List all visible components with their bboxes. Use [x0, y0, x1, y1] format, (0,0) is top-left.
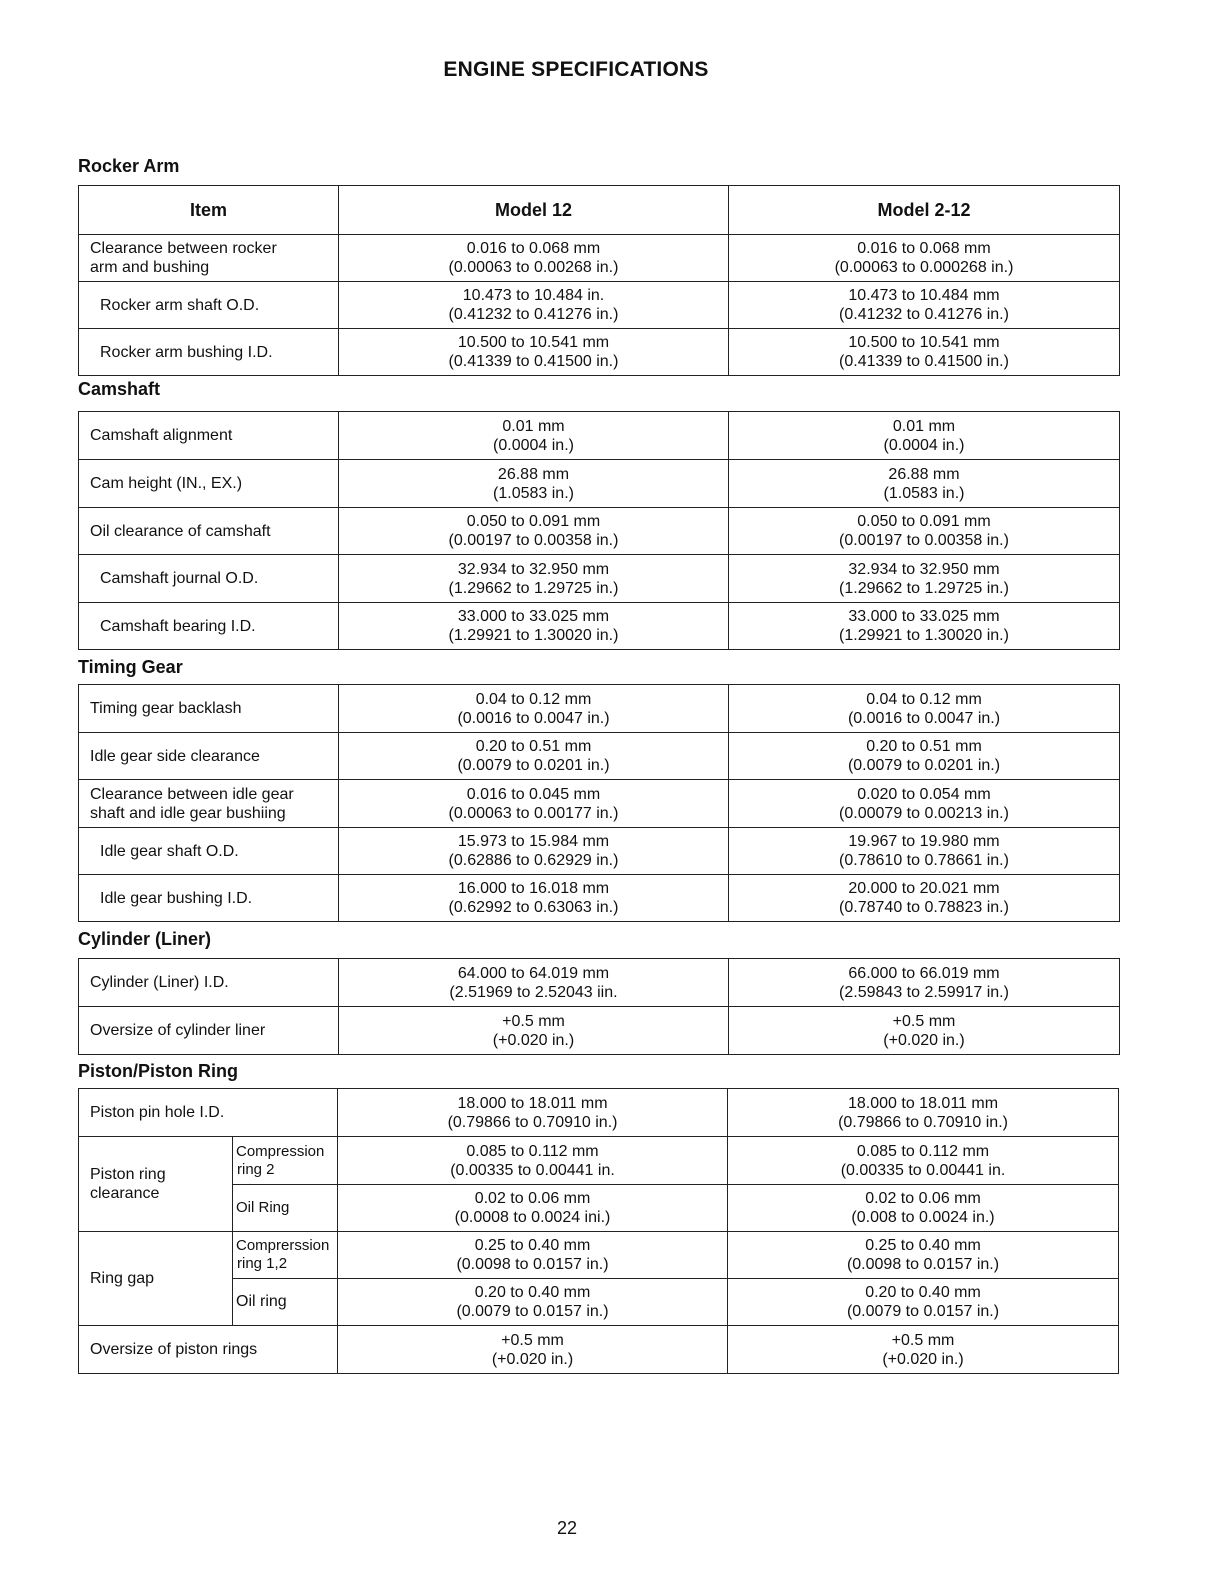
model-12-cell: 0.016 to 0.068 mm (0.00063 to 0.00268 in.) — [339, 235, 729, 282]
table-row — [79, 1137, 1119, 1185]
model-2-12-cell: +0.5 mm (+0.020 in.) — [729, 1007, 1120, 1055]
section-title-timing-gear: Timing Gear — [78, 657, 183, 677]
model-12-cell: 64.000 to 64.019 mm (2.51969 to 2.52043 iin. — [339, 959, 729, 1007]
table-row — [79, 282, 1120, 329]
item-cell: Oil clearance of camshaft — [79, 508, 339, 555]
model-12-cell: 0.01 mm (0.0004 in.) — [339, 412, 729, 460]
item-cell: Oversize of piston rings — [79, 1326, 338, 1374]
table-row — [79, 412, 1120, 460]
section-title-camshaft: Camshaft — [78, 379, 161, 399]
sub-label-oil-ring: Oil Ring — [233, 1185, 338, 1232]
model-2-12-cell: 10.473 to 10.484 mm (0.41232 to 0.41276 in.) — [729, 282, 1120, 329]
model-12-cell: 26.88 mm (1.0583 in.) — [339, 460, 729, 508]
table-row — [79, 1089, 1119, 1137]
model-2-12-cell: 19.967 to 19.980 mm (0.78610 to 0.78661 in.) — [729, 828, 1120, 875]
model-2-12-cell: 26.88 mm (1.0583 in.) — [729, 460, 1120, 508]
piston-ring-table — [78, 1088, 1119, 1374]
model-2-12-cell: 0.25 to 0.40 mm (0.0098 to 0.0157 in.) — [728, 1232, 1119, 1279]
model-2-12-cell: 0.20 to 0.51 mm (0.0079 to 0.0201 in.) — [729, 733, 1120, 780]
model-2-12-cell: 66.000 to 66.019 mm (2.59843 to 2.59917 in.) — [729, 959, 1120, 1007]
item-cell: Clearance between idle gear shaft and idle gear bushiing — [79, 780, 339, 828]
model-12-cell: 0.04 to 0.12 mm (0.0016 to 0.0047 in.) — [339, 685, 729, 733]
table-row — [79, 1326, 1119, 1374]
item-cell: Camshaft alignment — [79, 412, 339, 460]
cylinder-liner-table — [78, 958, 1120, 1055]
model-12-cell: 18.000 to 18.011 mm (0.79866 to 0.70910 in.) — [338, 1089, 728, 1137]
page-title: ENGINE SPECIFICATIONS — [443, 58, 709, 81]
table-header-row — [79, 186, 1120, 235]
model-2-12-cell: 18.000 to 18.011 mm (0.79866 to 0.70910 in.) — [728, 1089, 1119, 1137]
table-row — [79, 875, 1120, 922]
item-cell: Camshaft bearing I.D. — [79, 603, 339, 650]
item-cell: Oversize of cylinder liner — [79, 1007, 339, 1055]
header-model-12: Model 12 — [339, 186, 729, 235]
model-2-12-cell: 32.934 to 32.950 mm (1.29662 to 1.29725 in.) — [729, 555, 1120, 603]
table-row — [79, 329, 1120, 376]
model-2-12-cell: 0.050 to 0.091 mm (0.00197 to 0.00358 in.) — [729, 508, 1120, 555]
model-2-12-cell: 0.016 to 0.068 mm (0.00063 to 0.000268 in.) — [729, 235, 1120, 282]
model-12-cell: 0.20 to 0.40 mm (0.0079 to 0.0157 in.) — [338, 1279, 728, 1326]
table-row — [79, 508, 1120, 555]
item-cell: Idle gear shaft O.D. — [79, 828, 339, 875]
sub-label-compression: Compression ring 2 — [233, 1137, 338, 1185]
model-2-12-cell: 0.20 to 0.40 mm (0.0079 to 0.0157 in.) — [728, 1279, 1119, 1326]
model-12-cell: +0.5 mm (+0.020 in.) — [339, 1007, 729, 1055]
item-cell: Rocker arm bushing I.D. — [79, 329, 339, 376]
timing-gear-table — [78, 684, 1120, 922]
model-12-cell: 10.500 to 10.541 mm (0.41339 to 0.41500 in.) — [339, 329, 729, 376]
model-12-cell: 0.085 to 0.112 mm (0.00335 to 0.00441 in. — [338, 1137, 728, 1185]
table-row — [79, 235, 1120, 282]
model-12-cell: 10.473 to 10.484 in. (0.41232 to 0.41276 in.) — [339, 282, 729, 329]
model-12-cell: 33.000 to 33.025 mm (1.29921 to 1.30020 in.) — [339, 603, 729, 650]
page-number: 22 — [556, 1518, 578, 1538]
model-2-12-cell: 0.020 to 0.054 mm (0.00079 to 0.00213 in.) — [729, 780, 1120, 828]
model-12-cell: 0.25 to 0.40 mm (0.0098 to 0.0157 in.) — [338, 1232, 728, 1279]
item-cell: Piston pin hole I.D. — [79, 1089, 338, 1137]
sub-label-compression: Comprerssion ring 1,2 — [233, 1232, 338, 1279]
item-cell: Cylinder (Liner) I.D. — [79, 959, 339, 1007]
table-row — [79, 828, 1120, 875]
model-12-cell: 0.016 to 0.045 mm (0.00063 to 0.00177 in.) — [339, 780, 729, 828]
model-12-cell: 32.934 to 32.950 mm (1.29662 to 1.29725 in.) — [339, 555, 729, 603]
model-12-cell: 0.20 to 0.51 mm (0.0079 to 0.0201 in.) — [339, 733, 729, 780]
model-12-cell: +0.5 mm (+0.020 in.) — [338, 1326, 728, 1374]
section-title-piston-ring: Piston/Piston Ring — [78, 1061, 238, 1081]
model-2-12-cell: 0.04 to 0.12 mm (0.0016 to 0.0047 in.) — [729, 685, 1120, 733]
header-item: Item — [79, 186, 339, 235]
camshaft-table — [78, 411, 1120, 650]
model-12-cell: 0.02 to 0.06 mm (0.0008 to 0.0024 ini.) — [338, 1185, 728, 1232]
table-row — [79, 733, 1120, 780]
item-cell: Camshaft journal O.D. — [79, 555, 339, 603]
model-2-12-cell: 10.500 to 10.541 mm (0.41339 to 0.41500 in.) — [729, 329, 1120, 376]
item-cell: Rocker arm shaft O.D. — [79, 282, 339, 329]
table-row — [79, 1185, 1119, 1232]
group-label-ring-gap: Ring gap — [79, 1232, 233, 1326]
model-2-12-cell: 20.000 to 20.021 mm (0.78740 to 0.78823 in.) — [729, 875, 1120, 922]
table-row — [79, 460, 1120, 508]
item-cell: Clearance between rocker arm and bushing — [79, 235, 339, 282]
item-cell: Cam height (IN., EX.) — [79, 460, 339, 508]
table-row — [79, 685, 1120, 733]
model-2-12-cell: 0.085 to 0.112 mm (0.00335 to 0.00441 in. — [728, 1137, 1119, 1185]
model-2-12-cell: 0.01 mm (0.0004 in.) — [729, 412, 1120, 460]
header-model-2-12: Model 2-12 — [729, 186, 1120, 235]
item-cell: Idle gear side clearance — [79, 733, 339, 780]
table-row — [79, 603, 1120, 650]
model-2-12-cell: +0.5 mm (+0.020 in.) — [728, 1326, 1119, 1374]
model-2-12-cell: 33.000 to 33.025 mm (1.29921 to 1.30020 in.) — [729, 603, 1120, 650]
group-label-ring-clearance: Piston ring clearance — [79, 1137, 233, 1232]
model-12-cell: 0.050 to 0.091 mm (0.00197 to 0.00358 in.) — [339, 508, 729, 555]
model-2-12-cell: 0.02 to 0.06 mm (0.008 to 0.0024 in.) — [728, 1185, 1119, 1232]
model-12-cell: 16.000 to 16.018 mm (0.62992 to 0.63063 in.) — [339, 875, 729, 922]
sub-label-oil-ring: Oil ring — [233, 1279, 338, 1326]
section-title-cylinder-liner: Cylinder (Liner) — [78, 929, 212, 949]
item-cell: Timing gear backlash — [79, 685, 339, 733]
item-cell: Idle gear bushing I.D. — [79, 875, 339, 922]
table-row — [79, 1279, 1119, 1326]
table-row — [79, 959, 1120, 1007]
model-12-cell: 15.973 to 15.984 mm (0.62886 to 0.62929 in.) — [339, 828, 729, 875]
table-row — [79, 555, 1120, 603]
table-row — [79, 780, 1120, 828]
rocker-arm-table — [78, 185, 1120, 376]
table-row — [79, 1232, 1119, 1279]
table-row — [79, 1007, 1120, 1055]
section-title-rocker-arm: Rocker Arm — [78, 156, 180, 176]
